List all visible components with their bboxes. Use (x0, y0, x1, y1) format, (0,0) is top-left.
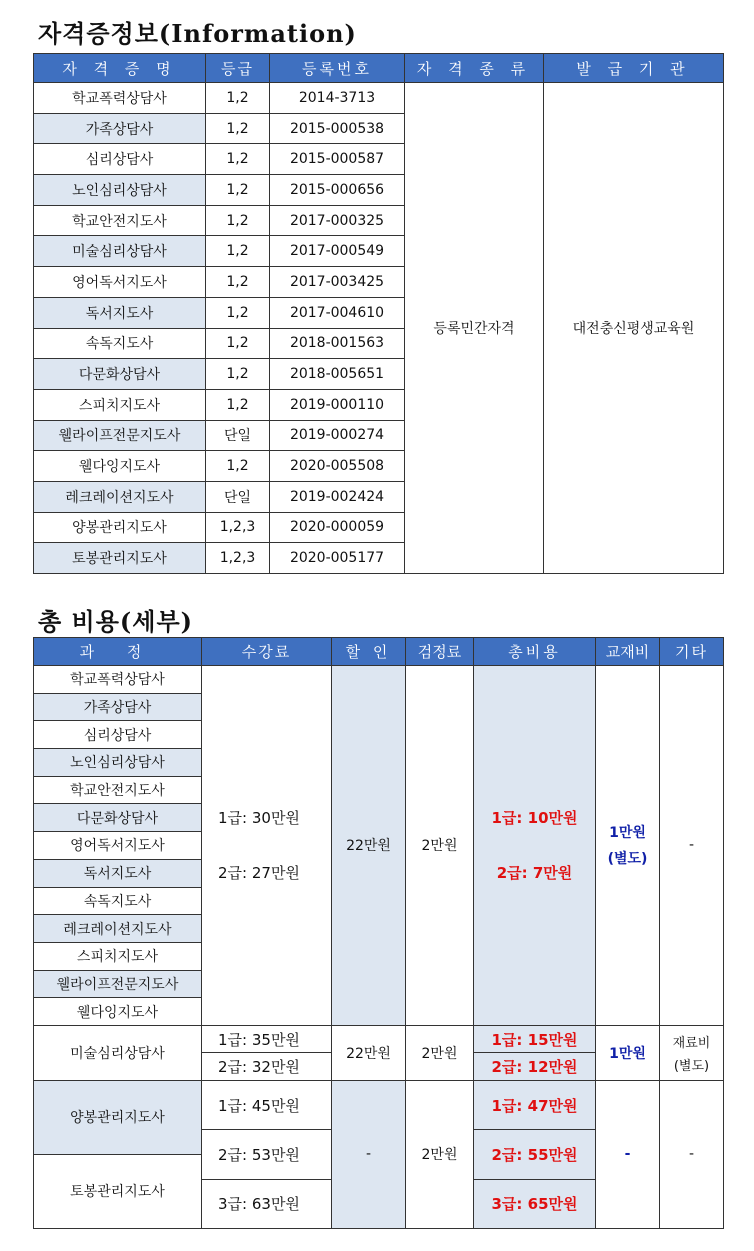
section-title-information: 자격증정보(Information) (38, 19, 357, 48)
cert-name-cell: 다문화상담사 (34, 359, 206, 390)
book-fee-cell (596, 666, 660, 1026)
cert-name-cell: 스피치지도사 (34, 389, 206, 420)
grade-cell: 1,2 (206, 83, 270, 114)
grade-cell: 단일 (206, 481, 270, 512)
reg-number-cell: 2017-000549 (270, 236, 405, 267)
cert-name-cell: 속독지도사 (34, 328, 206, 359)
tuition-grade1: 1급: 45만원 (202, 1080, 332, 1129)
course-name-cell: 영어독서지도사 (34, 832, 202, 860)
header-reg-number: 등록번호 (270, 54, 405, 83)
table-header-row (34, 638, 724, 666)
discount-cell: 22만원 (332, 1025, 406, 1080)
tuition-grade3: 3급: 63만원 (202, 1179, 332, 1228)
tuition-cell (202, 666, 332, 1026)
reg-number-cell: 2018-001563 (270, 328, 405, 359)
certificate-info-table (33, 53, 724, 574)
exam-fee-cell: 2만원 (406, 666, 474, 1026)
grade-cell: 1,2 (206, 236, 270, 267)
discount-cell: - (332, 1080, 406, 1228)
course-name-cell: 학교폭력상담사 (34, 666, 202, 694)
course-name-cell: 레크레이션지도사 (34, 915, 202, 943)
header-other: 기타 (660, 638, 724, 666)
cert-name-cell: 가족상담사 (34, 113, 206, 144)
other-cell: - (660, 1080, 724, 1228)
header-issuer: 발 급 기 관 (544, 54, 724, 83)
grade-cell: 1,2 (206, 175, 270, 206)
grade-cell: 1,2 (206, 113, 270, 144)
total-cost-cell (474, 666, 596, 1026)
course-name-cell: 다문화상담사 (34, 804, 202, 832)
header-course: 과 정 (34, 638, 202, 666)
grade-cell: 1,2 (206, 359, 270, 390)
reg-number-cell: 2020-005508 (270, 451, 405, 482)
cert-type-cell: 등록민간자격 (405, 83, 544, 574)
course-name-cell: 웰다잉지도사 (34, 998, 202, 1026)
course-name-cell: 가족상담사 (34, 693, 202, 721)
total-grade1: 1급: 15만원 (474, 1025, 596, 1053)
reg-number-cell: 2019-002424 (270, 481, 405, 512)
reg-number-cell: 2015-000587 (270, 144, 405, 175)
total-grade3: 3급: 65만원 (474, 1179, 596, 1228)
course-name-cell: 노인심리상담사 (34, 749, 202, 777)
grade-cell: 1,2 (206, 389, 270, 420)
cert-name-cell: 학교안전지도사 (34, 205, 206, 236)
other-material-fee: 재료비 (672, 1035, 711, 1051)
header-book-fee: 교재비 (596, 638, 660, 666)
table-row (34, 83, 724, 114)
cert-name-cell: 웰라이프전문지도사 (34, 420, 206, 451)
tuition-grade2: 2급: 53만원 (202, 1130, 332, 1179)
course-name-beekeeping: 양봉관리지도사 (34, 1081, 201, 1155)
header-total-cost: 총비용 (474, 638, 596, 666)
tuition-grade1: 1급: 30만원 (218, 809, 300, 828)
course-name-cell: 웰라이프전문지도사 (34, 970, 202, 998)
course-name-cell: 학교안전지도사 (34, 776, 202, 804)
course-name-cell: 미술심리상담사 (34, 1025, 202, 1080)
course-name-cell: 독서지도사 (34, 859, 202, 887)
total-grade2: 2급: 12만원 (474, 1053, 596, 1081)
header-cert-name: 자 격 증 명 (34, 54, 206, 83)
course-name-native-bee: 토봉관리지도사 (70, 1184, 165, 1201)
header-discount: 할 인 (332, 638, 406, 666)
table-row (34, 666, 724, 694)
grade-cell: 단일 (206, 420, 270, 451)
header-tuition: 수강료 (202, 638, 332, 666)
header-grade: 등급 (206, 54, 270, 83)
cert-name-cell: 독서지도사 (34, 297, 206, 328)
course-name-cell: 스피치지도사 (34, 942, 202, 970)
reg-number-cell: 2020-005177 (270, 543, 405, 574)
grade-cell: 1,2,3 (206, 512, 270, 543)
total-grade2: 2급: 7만원 (496, 864, 573, 883)
course-name-cell: 심리상담사 (34, 721, 202, 749)
book-fee-cell: 1만원 (596, 1025, 660, 1080)
other-cell (660, 1025, 724, 1080)
book-fee-note: (별도) (607, 851, 648, 868)
reg-number-cell: 2018-005651 (270, 359, 405, 390)
reg-number-cell: 2015-000538 (270, 113, 405, 144)
tuition-grade1: 1급: 35만원 (202, 1025, 332, 1053)
reg-number-cell: 2017-000325 (270, 205, 405, 236)
other-note: (별도) (673, 1058, 710, 1074)
cert-name-cell: 토봉관리지도사 (34, 543, 206, 574)
grade-cell: 1,2 (206, 205, 270, 236)
tuition-grade2: 2급: 27만원 (218, 864, 300, 883)
bee-course-cell (34, 1080, 202, 1228)
reg-number-cell: 2019-000274 (270, 420, 405, 451)
cert-name-cell: 양봉관리지도사 (34, 512, 206, 543)
grade-cell: 1,2 (206, 144, 270, 175)
total-grade1: 1급: 10만원 (491, 809, 578, 828)
book-fee-cell: - (596, 1080, 660, 1228)
grade-cell: 1,2 (206, 328, 270, 359)
total-grade2: 2급: 55만원 (474, 1130, 596, 1179)
total-grade1: 1급: 47만원 (474, 1080, 596, 1129)
book-fee-value: 1만원 (609, 825, 646, 842)
cert-name-cell: 학교폭력상담사 (34, 83, 206, 114)
reg-number-cell: 2015-000656 (270, 175, 405, 206)
cert-name-cell: 심리상담사 (34, 144, 206, 175)
tuition-grade2: 2급: 32만원 (202, 1053, 332, 1081)
header-cert-type: 자 격 종 류 (405, 54, 544, 83)
grade-cell: 1,2,3 (206, 543, 270, 574)
cert-name-cell: 미술심리상담사 (34, 236, 206, 267)
cert-name-cell: 노인심리상담사 (34, 175, 206, 206)
table-header-row (34, 54, 724, 83)
section-title-total-cost: 총 비용(세부) (38, 607, 193, 636)
grade-cell: 1,2 (206, 297, 270, 328)
exam-fee-cell: 2만원 (406, 1025, 474, 1080)
discount-cell: 22만원 (332, 666, 406, 1026)
reg-number-cell: 2014-3713 (270, 83, 405, 114)
other-cell: - (660, 666, 724, 1026)
table-row (34, 1025, 724, 1053)
cost-detail-table (33, 637, 724, 1229)
reg-number-cell: 2019-000110 (270, 389, 405, 420)
header-exam-fee: 검정료 (406, 638, 474, 666)
reg-number-cell: 2020-000059 (270, 512, 405, 543)
reg-number-cell: 2017-004610 (270, 297, 405, 328)
table-row (34, 1080, 724, 1129)
grade-cell: 1,2 (206, 267, 270, 298)
grade-cell: 1,2 (206, 451, 270, 482)
exam-fee-cell: 2만원 (406, 1080, 474, 1228)
cert-name-cell: 레크레이션지도사 (34, 481, 206, 512)
issuer-cell: 대전충신평생교육원 (544, 83, 724, 574)
cert-name-cell: 영어독서지도사 (34, 267, 206, 298)
course-name-cell: 속독지도사 (34, 887, 202, 915)
reg-number-cell: 2017-003425 (270, 267, 405, 298)
cert-name-cell: 웰다잉지도사 (34, 451, 206, 482)
